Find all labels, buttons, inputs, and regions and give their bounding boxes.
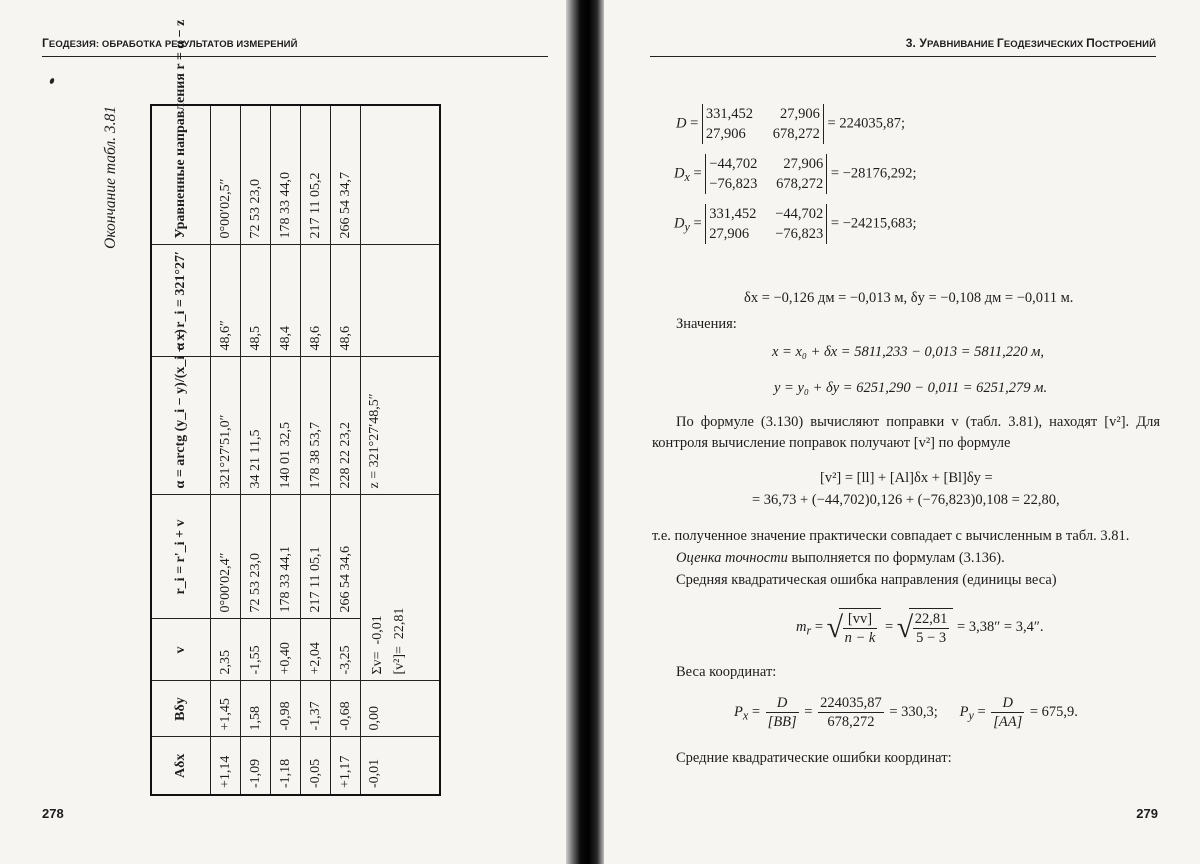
delta-equation: δx = −0,126 дм = −0,013 м, δy = −0,108 дм = −0,011 м. bbox=[744, 290, 1074, 306]
sum-v-value: -0,01 bbox=[370, 615, 385, 645]
col-header-alpha-minus-r: α − r_i = 321°27′ bbox=[151, 245, 211, 357]
det-cell: 27,906 bbox=[709, 226, 750, 242]
det-D-equation: D = 331,452 27,906 27,906 678,272 = 224035,87; bbox=[676, 106, 906, 142]
table-cell: 34 21 11,5 bbox=[241, 357, 271, 495]
table-cell: 48,6 bbox=[331, 245, 361, 357]
values-label: Значения: bbox=[676, 316, 737, 332]
det-cell: 27,906 bbox=[705, 126, 746, 142]
ink-speck bbox=[49, 77, 55, 84]
det-cell: 331,452 bbox=[709, 206, 757, 222]
table-cell: 48,5 bbox=[241, 245, 271, 357]
frac-den: [BB] bbox=[767, 714, 797, 730]
mr-result: = 3,38″ = 3,4″. bbox=[957, 618, 1044, 635]
frac-num: D bbox=[766, 694, 799, 713]
table-cell: -1,55 bbox=[241, 619, 271, 681]
col-header-ri: r_i = r'_i + v bbox=[151, 495, 211, 619]
sum-empty bbox=[361, 245, 441, 357]
frac-num: D bbox=[991, 694, 1024, 713]
table-row bbox=[301, 105, 331, 795]
py-lhs: P bbox=[959, 703, 969, 720]
table-cell: 217 11 05,2 bbox=[301, 105, 331, 245]
det-cell: 27,906 bbox=[780, 106, 820, 122]
det-cell: −76,823 bbox=[709, 176, 758, 192]
col-header-v: v bbox=[151, 619, 211, 681]
last-line: Средние квадратические ошибки координат: bbox=[676, 750, 952, 766]
det-Dy-sub: y bbox=[684, 220, 690, 235]
table-row bbox=[271, 105, 301, 795]
det-cell: −44,702 bbox=[775, 206, 824, 222]
table-cell: +1,45 bbox=[211, 681, 241, 737]
right-header-rule bbox=[650, 56, 1156, 57]
table-cell: 140 01 32,5 bbox=[271, 357, 301, 495]
table-cell: -0,05 bbox=[301, 737, 331, 795]
sum-v-label: Σv= bbox=[370, 651, 385, 675]
det-Dx-result: = −28176,292; bbox=[830, 165, 917, 182]
sum-a: -0,01 bbox=[361, 737, 441, 795]
table-cell: 2,35 bbox=[211, 619, 241, 681]
det-D-matrix bbox=[702, 104, 824, 144]
det-Dy-label: D bbox=[674, 215, 685, 232]
det-cell: 678,272 bbox=[776, 176, 824, 192]
table-sum-row bbox=[361, 105, 441, 795]
table-cell: 48,6″ bbox=[211, 245, 241, 357]
table-cell: -1,09 bbox=[241, 737, 271, 795]
left-page bbox=[0, 0, 566, 864]
table-cell: 266 54 34,7 bbox=[331, 105, 361, 245]
table-cell: -0,68 bbox=[331, 681, 361, 737]
py-result: = 675,9. bbox=[1029, 703, 1078, 720]
vv-equation-2: = 36,73 + (−44,702)0,126 + (−76,823)0,108 = 22,80, bbox=[752, 492, 1060, 508]
frac-den: 5 − 3 bbox=[916, 630, 947, 646]
table-row bbox=[331, 105, 361, 795]
sqrt-1: √ $\frac{[vv]}{n - k}$ bbox=[827, 608, 882, 647]
det-cell: −44,702 bbox=[709, 156, 758, 172]
sum-vv-value: 22,81 bbox=[392, 607, 407, 640]
frac-num: 22,81 bbox=[914, 611, 948, 627]
table-cell: 321°27′51,0″ bbox=[211, 357, 241, 495]
mr-lhs: m bbox=[796, 618, 807, 635]
mr-lhs-sub: r bbox=[806, 623, 812, 638]
frac-den: [AA] bbox=[993, 714, 1023, 730]
table-cell: 217 11 05,1 bbox=[301, 495, 331, 619]
det-Dx-label: D bbox=[674, 165, 685, 182]
table-cell: 178 33 44,0 bbox=[271, 105, 301, 245]
table-cell: 178 38 53,7 bbox=[301, 357, 331, 495]
weights-label: Веса координат: bbox=[676, 664, 777, 680]
table-cell: 266 54 34,6 bbox=[331, 495, 361, 619]
det-cell: 331,452 bbox=[705, 106, 754, 122]
col-header-alpha: α = arctg (y_i − y)/(x_i − x) bbox=[151, 357, 211, 495]
left-page-number: 278 bbox=[42, 806, 64, 821]
frac-num: [vv] bbox=[843, 610, 878, 629]
px-lhs: P bbox=[734, 703, 743, 720]
table-cell: -0,98 bbox=[271, 681, 301, 737]
sum-v-block bbox=[361, 495, 441, 681]
py-lhs-sub: y bbox=[968, 708, 974, 723]
mr-equation: $m_r$ = √ $\frac{[vv]}{n - k}$ = √ $\frac{22,81}{5 - 3}$ = 3,38″ = 3,4″. bbox=[796, 608, 1043, 647]
book-spine bbox=[566, 0, 604, 864]
det-Dy-result: = −24215,683; bbox=[830, 215, 917, 232]
det-Dx-sub: x bbox=[684, 170, 690, 185]
table-cell: -1,18 bbox=[271, 737, 301, 795]
table-cell: 72 53 23,0 bbox=[241, 105, 271, 245]
right-page-number: 279 bbox=[1136, 806, 1158, 821]
table-row bbox=[241, 105, 271, 795]
paragraph-corrections: По формуле (3.130) вычисляют поправки v (табл. 3.81), находят [v²]. Для контроля вычисление поправок получают [v²] по формуле bbox=[652, 414, 1160, 451]
det-cell: −76,823 bbox=[775, 226, 824, 242]
det-D-label: D bbox=[676, 115, 687, 132]
sum-z: z = 321°27′48,5″ bbox=[361, 357, 441, 495]
table-cell: 48,4 bbox=[271, 245, 301, 357]
table-cell: 48,6 bbox=[301, 245, 331, 357]
table-cell: +1,17 bbox=[331, 737, 361, 795]
px-equation: $P_x$ = $\frac{D}{[BB]}$ = $\frac{224035,87}{678,272}$ = 330,3; $P_y$ = $\frac{D}{[AA]}$ = 675,9. bbox=[734, 695, 1078, 730]
table-cell: 178 33 44,1 bbox=[271, 495, 301, 619]
table-cell: 228 22 23,2 bbox=[331, 357, 361, 495]
table-cell: +0,40 bbox=[271, 619, 301, 681]
table-cell: 72 53 23,0 bbox=[241, 495, 271, 619]
table-row bbox=[211, 105, 241, 795]
sqrt-2: √ $\frac{22,81}{5 - 3}$ bbox=[897, 608, 954, 647]
det-Dy-matrix bbox=[705, 204, 827, 244]
y-equation: y = y₀ + δy = 6251,290 − 0,011 = 6251,279 м. bbox=[774, 380, 1048, 396]
det-Dx-matrix bbox=[705, 154, 827, 194]
table-cell: 1,58 bbox=[241, 681, 271, 737]
paragraph-mse: Средняя квадратическая ошибка направления (единицы веса) bbox=[676, 572, 1057, 588]
det-Dy-equation: $D_y$ = 331,452 −44,702 27,906 −76,823 = −24215,683; bbox=[674, 206, 917, 242]
vv-equation-1: [v²] = [ll] + [Al]δx + [Bl]δy = bbox=[820, 470, 993, 486]
table-cell: +2,04 bbox=[301, 619, 331, 681]
px-lhs-sub: x bbox=[742, 708, 749, 723]
det-cell: 27,906 bbox=[783, 156, 824, 172]
frac-den: 678,272 bbox=[827, 714, 875, 730]
accuracy-italic: Оценка точности bbox=[676, 550, 788, 566]
table-cell: -3,25 bbox=[331, 619, 361, 681]
det-D-result: = 224035,87; bbox=[827, 115, 906, 132]
px-result: = 330,3; bbox=[889, 703, 938, 720]
accuracy-rest: выполняется по формулам (3.136). bbox=[787, 550, 1005, 566]
paragraph-match: т.е. полученное значение практически совпадает с вычисленным в табл. 3.81. bbox=[652, 528, 1130, 544]
table-header-row bbox=[151, 105, 211, 795]
sum-b: 0,00 bbox=[361, 681, 441, 737]
frac-num: 224035,87 bbox=[820, 695, 882, 711]
det-cell: 678,272 bbox=[772, 126, 820, 142]
x-equation: x = x₀ + δx = 5811,233 − 0,013 = 5811,220 м, bbox=[772, 344, 1044, 360]
col-header-a-dx: Aδx bbox=[151, 737, 211, 795]
table-caption: Окончание табл. 3.81 bbox=[102, 106, 119, 249]
left-header-rule bbox=[42, 56, 548, 57]
table-cell: -1,37 bbox=[301, 681, 331, 737]
col-header-adjusted: Уравненные направления r = α − z bbox=[151, 105, 211, 245]
table-cell: 0°00′02,5″ bbox=[211, 105, 241, 245]
det-Dx-equation: $D_x$ = −44,702 27,906 −76,823 678,272 = −28176,292; bbox=[674, 156, 917, 192]
right-running-head: 3. УРАВНИВАНИЕ ГЕОДЕЗИЧЕСКИХ ПОСТРОЕНИЙ bbox=[905, 36, 1156, 50]
sum-empty bbox=[361, 105, 441, 245]
col-header-b-dy: Bδy bbox=[151, 681, 211, 737]
sum-vv-label: [v²]= bbox=[392, 646, 407, 675]
left-running-head: ГЕОДЕЗИЯ: ОБРАБОТКА РЕЗУЛЬТАТОВ ИЗМЕРЕНИЙ bbox=[42, 36, 298, 50]
table-cell: 0°00′02,4″ bbox=[211, 495, 241, 619]
table-cell: +1,14 bbox=[211, 737, 241, 795]
paragraph-accuracy bbox=[652, 548, 1160, 569]
frac-den: n − k bbox=[844, 630, 876, 646]
